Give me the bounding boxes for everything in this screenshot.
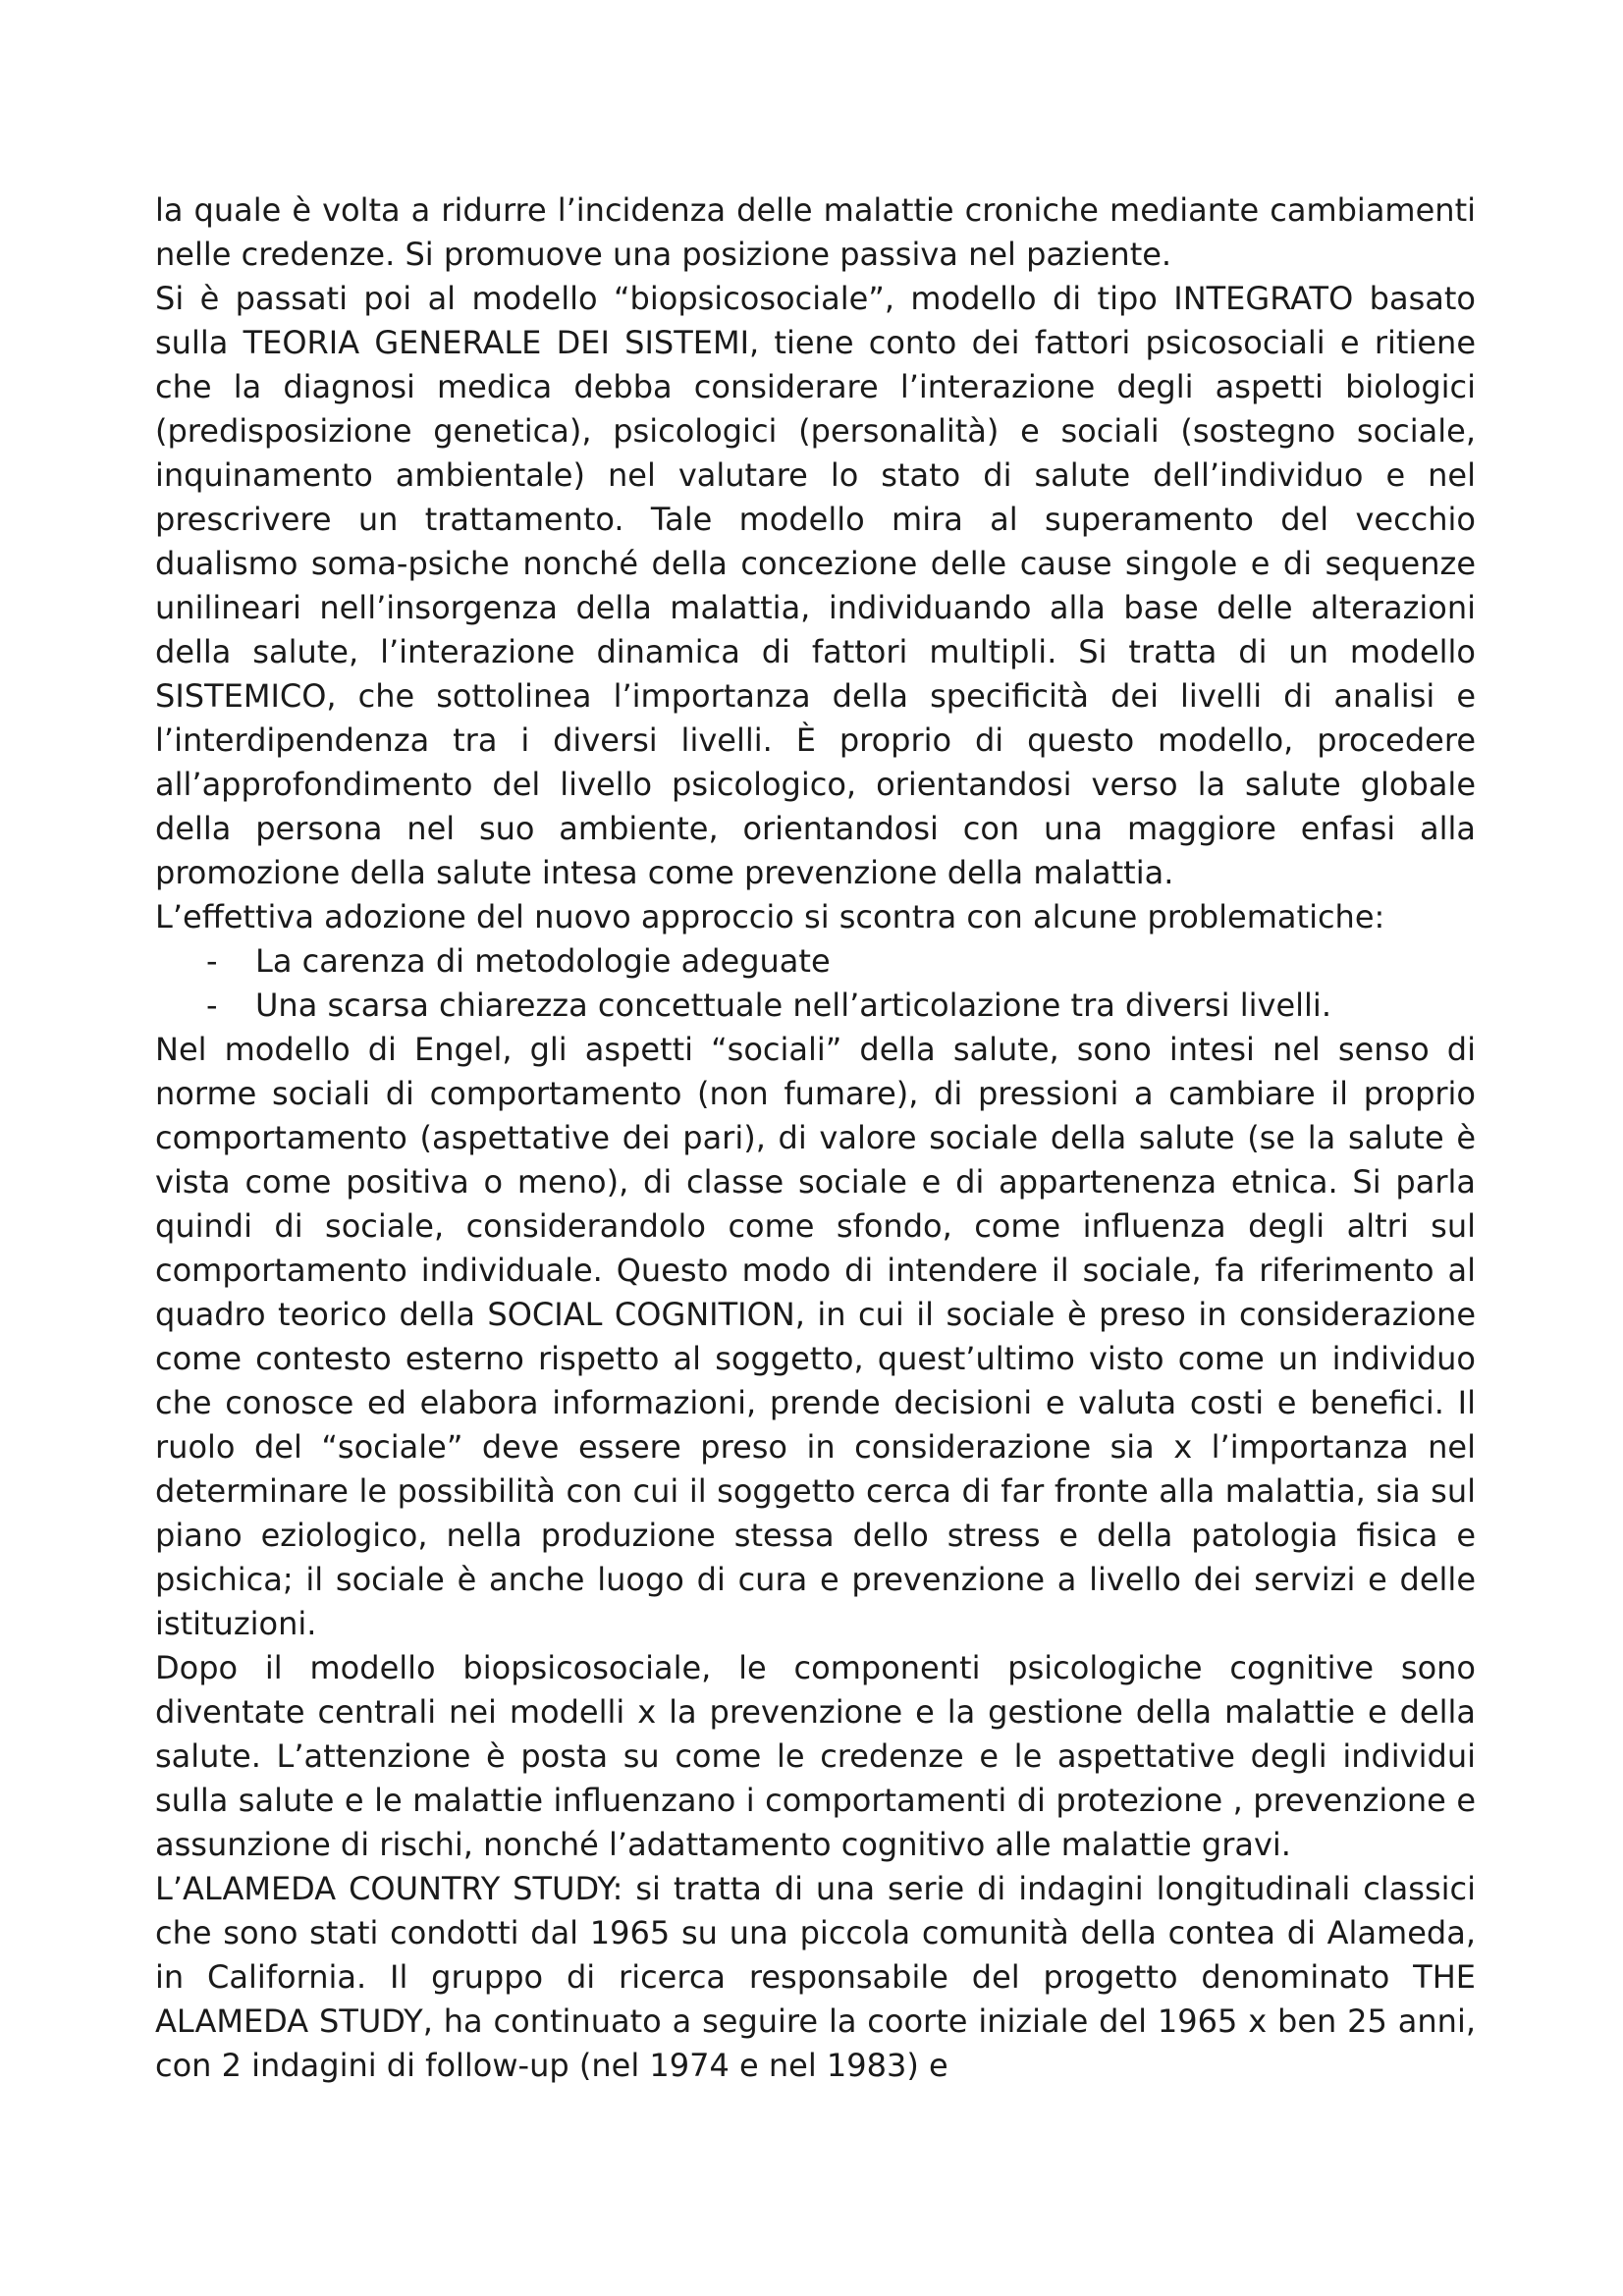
list-item: [155, 984, 1476, 1028]
list-item: [155, 939, 1476, 984]
list-item-text: Una scarsa chiarezza concettuale nell’articolazione tra diversi livelli.: [255, 987, 1331, 1024]
list-item-text: La carenza di metodologie adeguate: [255, 942, 831, 980]
paragraph-problems-intro: L’effettiva adozione del nuovo approccio si scontra con alcune problematiche:: [155, 898, 1385, 935]
paragraph-passive-patient: la quale è volta a ridurre l’incidenza delle malattie croniche mediante cambiamenti nelle credenze. Si promuove una posizione passiva nel paziente.: [155, 191, 1476, 273]
paragraph-biopsychosocial-model: Si è passati poi al modello “biopsicosociale”, modello di tipo INTEGRATO basato sulla TEORIA GENERALE DEI SISTEMI, tiene conto dei fattori psicosociali e ritiene che la diagnosi medica debba considerare l’interazione degli aspetti biologici (predisposizione genetica), psicologici (personalità) e sociali (sostegno sociale, inquinamento ambientale) nel valutare lo stato di salute dell’individuo e nel prescrivere un trattamento. Tale modello mira al superamento del vecchio dualismo soma-psiche nonché della concezione delle cause singole e di sequenze unilineari nell’insorgenza della malattia, individuando alla base delle alterazioni della salute, l’interazione dinamica di fattori multipli. Si tratta di un modello SISTEMICO, che sottolinea l’importanza della specificità dei livelli di analisi e l’interdipendenza tra i diversi livelli. È proprio di questo modello, procedere all’approfondimento del livello psicologico, orientandosi verso la salute globale della persona nel suo ambiente, orientandosi con una maggiore enfasi alla promozione della salute intesa come prevenzione della malattia.: [155, 280, 1476, 891]
paragraph-alameda-study: L’ALAMEDA COUNTRY STUDY: si tratta di una serie di indagini longitudinali classici che sono stati condotti dal 1965 su una piccola comunità della contea di Alameda, in California. Il gruppo di ricerca responsabile del progetto denominato THE ALAMEDA STUDY, ha continuato a seguire la coorte iniziale del 1965 x ben 25 anni, con 2 indagini di follow-up (nel 1974 e nel 1983) e: [155, 1870, 1476, 2084]
document-page: [155, 188, 1476, 2088]
list-bullet: -: [206, 987, 218, 1024]
paragraph-engel-model: Nel modello di Engel, gli aspetti “sociali” della salute, sono intesi nel senso di norme sociali di comportamento (non fumare), di pressioni a cambiare il proprio comportamento (aspettative dei pari), di valore sociale della salute (se la salute è vista come positiva o meno), di classe sociale e di appartenenza etnica. Si parla quindi di sociale, considerandolo come sfondo, come influenza degli altri sul comportamento individuale. Questo modo di intendere il sociale, fa riferimento al quadro teorico della SOCIAL COGNITION, in cui il sociale è preso in considerazione come contesto esterno rispetto al soggetto, quest’ultimo visto come un individuo che conosce ed elabora informazioni, prende decisioni e valuta costi e benefici. Il ruolo del “sociale” deve essere preso in considerazione sia x l’importanza nel determinare le possibilità con cui il soggetto cerca di far fronte alla malattia, sia sul piano eziologico, nella produzione stessa dello stress e della patologia fisica e psichica; il sociale è anche luogo di cura e prevenzione a livello dei servizi e delle istituzioni.: [155, 1031, 1476, 1642]
list-bullet: -: [206, 942, 218, 980]
problems-list: [155, 939, 1476, 1028]
paragraph-cognitive-components: Dopo il modello biopsicosociale, le componenti psicologiche cognitive sono diventate centrali nei modelli x la prevenzione e la gestione della malattie e della salute. L’attenzione è posta su come le credenze e le aspettative degli individui sulla salute e le malattie influenzano i comportamenti di protezione , prevenzione e assunzione di rischi, nonché l’adattamento cognitivo alle malattie gravi.: [155, 1649, 1476, 1863]
